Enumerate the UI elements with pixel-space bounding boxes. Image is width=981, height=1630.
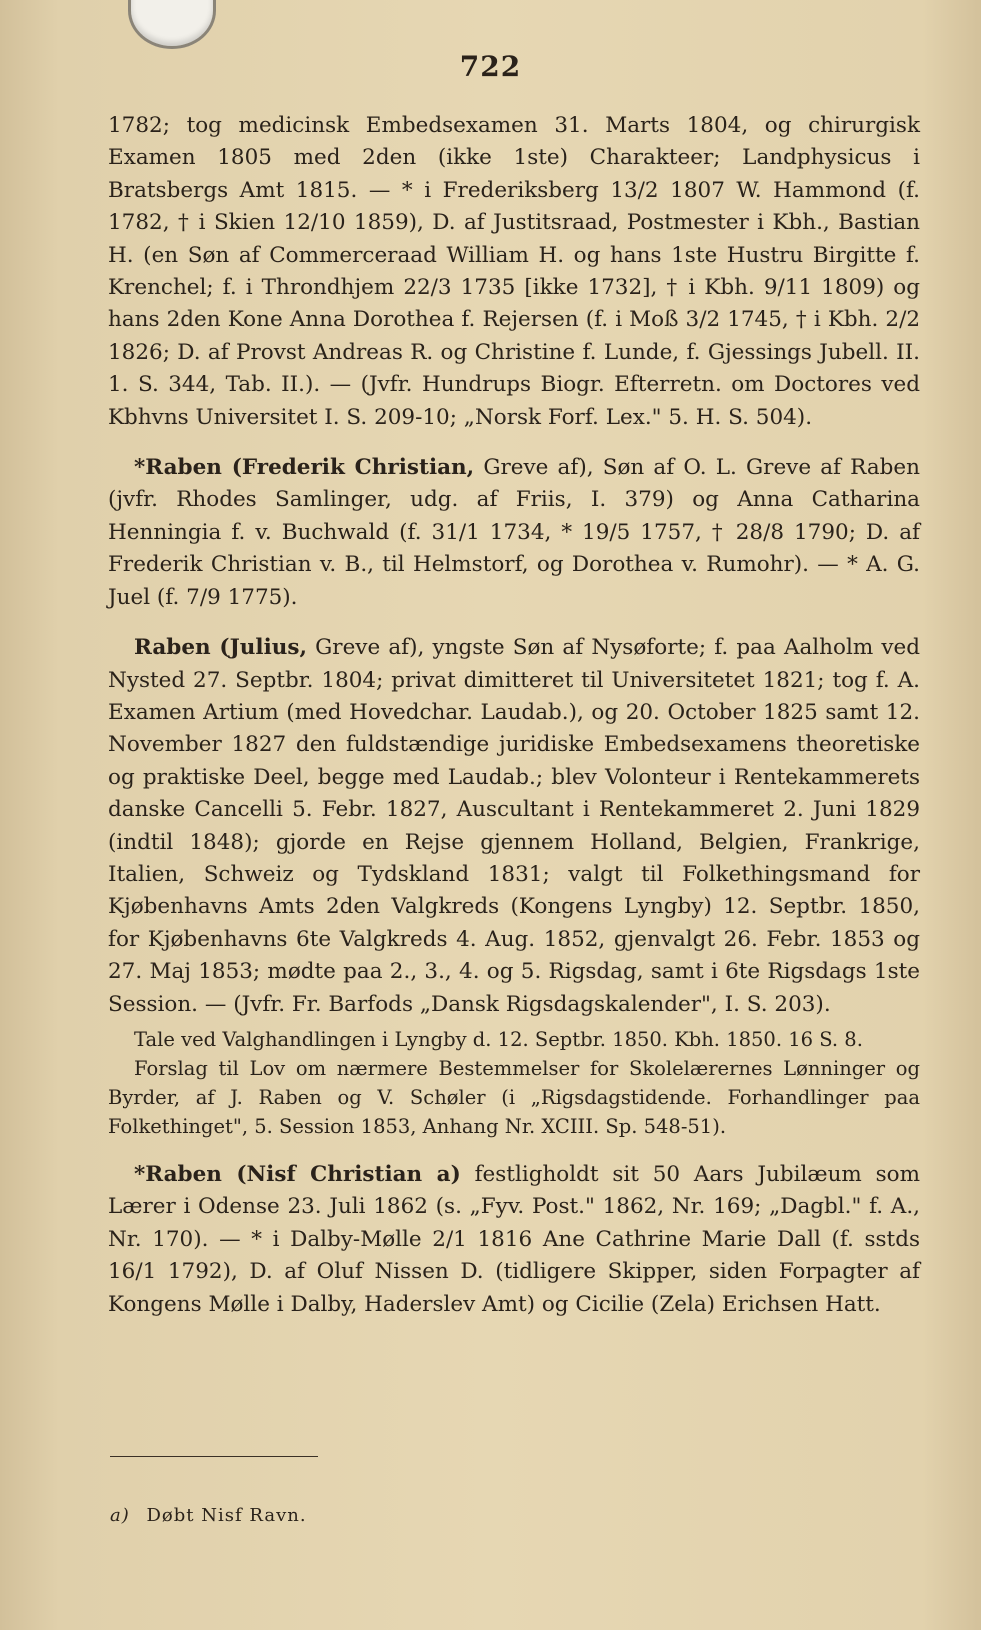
entry-raben-julius [108, 632, 920, 1021]
entry-headword: *Raben (Nisf Christian a) [134, 1161, 461, 1187]
entry-text: Greve af), yngste Søn af Nysøforte; f. paa Aalholm ved Nysted 27. Septbr. 1804; privat dimitteret til Universitetet 1821; tog f. A. Examen Artium (med Hovedchar. Laudab.), og 20. October 1825 samt 12. November 1827 den fuldstændige juridiske Embedsexamens theoretiske og praktiske Deel, begge med Laudab.; blev Volonteur i Rentekammerets danske Cancelli 5. Febr. 1827, Auscultant i Rentekammeret 2. Juni 1829 (indtil 1848); gjorde en Rejse gjennem Holland, Belgien, Frankrige, Italien, Schweiz og Tydskland 1831; valgt til Folkethingsmand for Kjøbenhavns Amts 2den Valgkreds (Kongens Lyngby) 12. Septbr. 1850, for Kjøbenhavns 6te Valgkreds 4. Aug. 1852, gjenvalgt 26. Febr. 1853 og 27. Maj 1853; mødte paa 2., 3., 4. og 5. Rigsdag, samt i 6te Rigsdags 1ste Session. — (Jvfr. Fr. Barfods „Dansk Rigsdagskalender", I. S. 203). [108, 635, 920, 1017]
entry-raben-nis [108, 1159, 920, 1321]
footnote-divider [110, 1456, 318, 1457]
page-number: 722 [459, 50, 522, 83]
work-text: Tale ved Valghandlingen i Lyngby d. 12. Septbr. 1850. Kbh. 1850. 16 S. 8. [134, 1027, 863, 1051]
footnote [110, 1505, 307, 1526]
punch-hole [128, 0, 216, 49]
entry-raben-frederik [108, 452, 920, 614]
footnote-text: Døbt Nisf Ravn. [146, 1505, 307, 1526]
footnote-mark: a) [110, 1505, 130, 1526]
work-listing-2 [108, 1054, 920, 1141]
entry-text: festligholdt sit 50 Aars Jubilæum som Lærer i Odense 23. Juli 1862 (s. „Fyv. Post." 1862, Nr. 169; „Dagbl." f. A., Nr. 170). — * i Dalby-Mølle 2/1 1816 Ane Cathrine Marie Dall (f. sstds 16/1 1792), D. af Oluf Nissen D. (tidligere Skipper, siden Forpagter af Kongens Mølle i Dalby, Haderslev Amt) og Cicilie (Zela) Erichsen Hatt. [108, 1161, 920, 1317]
entry-headword: *Raben (Frederik Christian, [134, 455, 475, 481]
entry-text: Greve af), Søn af O. L. Greve af Raben (jvfr. Rhodes Samlinger, udg. af Friis, I. 379) og Anna Catharina Henningia f. v. Buchwald (f. 31/1 1734, * 19/5 1757, † 28/8 1790; D. af Frederik Christian v. B., til Helmstorf, og Dorothea v. Rumohr). — * A. G. Juel (f. 7/9 1775). [108, 455, 920, 610]
work-text: Forslag til Lov om nærmere Bestemmelser for Skolelærernes Lønninger og Byrder, af J. Raben og V. Schøler (i „Rigsdagstidende. Forhandlinger paa Folkethinget", 5. Session 1853, Anhang Nr. XCIII. Sp. 548-51). [108, 1056, 920, 1138]
text-body [108, 110, 920, 1321]
paragraph-hammond-continuation [108, 110, 920, 434]
entry-headword: Raben (Julius, [134, 635, 307, 661]
work-listing-1 [108, 1025, 920, 1054]
paragraph-text: 1782; tog medicinsk Embedsexamen 31. Marts 1804, og chirurgisk Examen 1805 med 2den (ikke 1ste) Charakteer; Landphysicus i Bratsbergs Amt 1815. — * i Frederiksberg 13/2 1807 W. Hammond (f. 1782, † i Skien 12/10 1859), D. af Justitsraad, Postmester i Kbh., Bastian H. (en Søn af Commerceraad William H. og hans 1ste Hustru Birgitte f. Krenchel; f. i Throndhjem 22/3 1735 [ikke 1732], † i Kbh. 9/11 1809) og hans 2den Kone Anna Dorothea f. Rejersen (f. i Moß 3/2 1745, † i Kbh. 2/2 1826; D. af Provst Andreas R. og Christine f. Lunde, f. Gjessings Jubell. II. 1. S. 344, Tab. II.). — (Jvfr. Hundrups Biogr. Efterretn. om Doctores ved Kbhvns Universitet I. S. 209-10; „Norsk Forf. Lex." 5. H. S. 504). [108, 113, 920, 430]
